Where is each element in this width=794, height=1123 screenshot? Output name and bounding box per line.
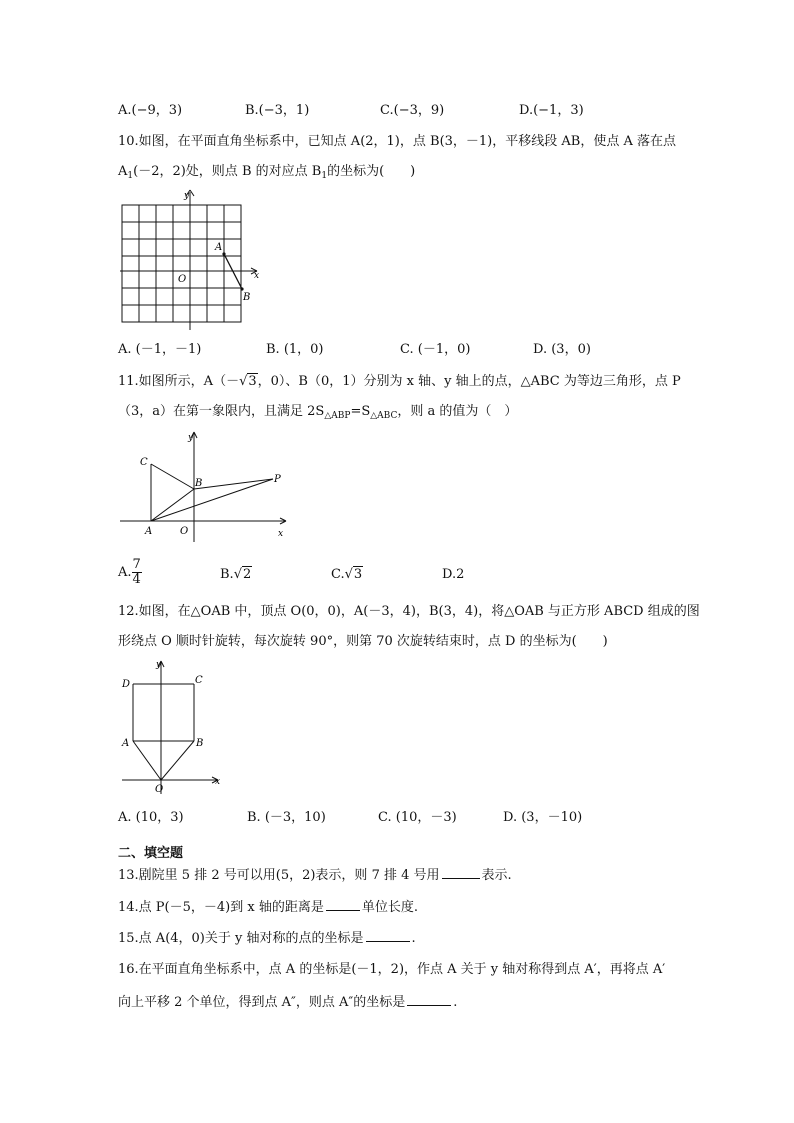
q10-option-b[interactable]: B. (1，0) [266,342,324,357]
q11-stem-line2 [118,403,517,425]
q11-sqrt-radicand: 3 [248,374,257,389]
q12-stem-line2: 形绕点 O 顺时针旋转，每次旋转 90°，则第 70 次旋转结束时，点 D 的坐标为( ) [118,634,608,649]
q11-sqrt: √3 [239,374,257,389]
q12-stem-line1: 12.如图，在△OAB 中，顶点 O(0，0)，A(－3，4)，B(3，4)，将△OAB 与正方形 ABCD 组成的图 [118,604,700,619]
q15-answer-blank[interactable] [366,929,410,942]
q11-fig-point-c: C [140,457,148,468]
q11-fig-point-p: P [274,474,281,485]
q10-option-d[interactable]: D. (3，0) [533,342,591,357]
q11-option-c-prefix: C. [331,567,345,582]
q14-stem [118,898,418,917]
q10-text-end: 的坐标为( ) [327,164,416,179]
q12-option-c[interactable]: C. (10，－3) [378,810,457,825]
q11-triangle-figure [118,430,293,542]
q11-text-d: =S [350,404,371,419]
q11-option-c-radicand: 3 [353,567,363,582]
q11-fig-origin: O [180,526,189,537]
q12-square-figure [118,658,228,798]
q11-option-b[interactable] [220,566,252,584]
q10-subscript: 1 [127,171,134,181]
q10-stem-line1: 10.如图，在平面直角坐标系中，已知点 A(2，1)，点 B(3，－1)，平移线段 AB，使点 A 落在点 [118,134,676,149]
q11-text-a: 11.如图所示，A（－ [118,374,240,389]
q12-fig-x: x [215,777,221,787]
q11-option-a-fraction [132,558,142,587]
q16-text-b: . [453,995,458,1010]
q11-fig-y: y [188,433,194,443]
q13-answer-blank[interactable] [442,866,480,879]
q11-subscript-abp: △ABP [324,411,351,421]
q9-option-c[interactable]: C.(−3，9) [380,103,445,118]
q11-option-b-prefix: B. [220,567,234,582]
q11-text-c: （3，a）在第一象限内，且满足 2S [118,404,325,419]
q12-fig-origin: O [155,784,164,795]
q12-fig-y: y [156,660,162,670]
q12-fig-point-b: B [196,738,204,749]
q10-fig-point-b: B [243,292,251,303]
q12-option-d[interactable]: D. (3，－10) [503,810,583,825]
q11-option-a[interactable] [118,558,142,587]
q11-option-c[interactable] [331,566,363,584]
q10-option-a[interactable]: A. (－1，－1) [118,342,202,357]
q11-option-d[interactable]: D.2 [442,567,465,582]
q15-stem [118,929,416,948]
q12-option-a[interactable]: A. (10，3) [118,810,184,825]
q9-option-a[interactable]: A.(−9，3) [118,103,183,118]
q12-option-b[interactable]: B. (－3，10) [247,810,326,825]
q16-text-a: 向上平移 2 个单位，得到点 A″，则点 A″的坐标是 [118,995,406,1010]
q11-text-e: ，则 a 的值为（ ） [397,404,518,419]
q11-option-c-sqrt: √3 [344,567,363,582]
q10-option-c[interactable]: C. (－1，0) [400,342,471,357]
q10-fig-point-a: A [215,242,223,253]
q11-subscript-abc: △ABC [370,411,398,421]
q12-fig-point-c: C [195,675,203,686]
section-title-fill-in: 二、填空题 [118,846,184,861]
q11-option-b-sqrt: √2 [233,567,252,582]
q13-stem [118,866,512,885]
q11-option-b-radicand: 2 [242,567,252,582]
q9-option-b[interactable]: B.(−3，1) [245,103,310,118]
q15-text-b: . [411,931,416,946]
q14-text-b: 单位长度. [361,900,418,915]
q11-stem-line1 [118,373,681,391]
q10-grid-figure [118,188,268,334]
q16-stem-line1: 16.在平面直角坐标系中，点 A 的坐标是(－1，2)，作点 A 关于 y 轴对称得到点 A′，再将点 A′ [118,962,666,977]
q10-subscript-2: 1 [321,171,328,181]
q9-option-d[interactable]: D.(−1，3) [519,103,584,118]
q11-fig-point-b: B [195,478,203,489]
q12-fig-point-d: D [122,679,131,690]
q10-fig-y: y [184,191,190,201]
q14-text-a: 14.点 P(－5，－4)到 x 轴的距离是 [118,900,324,915]
q11-fig-point-a: A [145,526,153,537]
q11-fig-x: x [278,529,284,539]
q10-point-a1: A [118,164,128,179]
q14-answer-blank[interactable] [326,898,360,911]
q13-text-a: 13.剧院里 5 排 2 号可以用(5，2)表示，则 7 排 4 号用 [118,868,440,883]
q10-stem-line2 [118,163,415,185]
q11-fraction-denominator: 4 [132,572,141,587]
q13-text-b: 表示. [481,868,512,883]
q11-text-b: ，0）、B（0，1）分别为 x 轴、y 轴上的点，△ABC 为等边三角形，点 P [257,374,681,389]
q16-answer-blank[interactable] [407,993,451,1006]
q16-stem-line2 [118,993,457,1012]
q10-fig-x: x [254,271,260,281]
q15-text-a: 15.点 A(4，0)关于 y 轴对称的点的坐标是 [118,931,364,946]
q11-option-a-prefix: A. [118,565,132,580]
q11-fraction-numerator: 7 [132,557,141,572]
q10-text: (－2，2)处，则点 B 的对应点 B [133,164,322,179]
q12-fig-point-a: A [122,738,130,749]
q10-fig-origin: O [178,274,187,285]
